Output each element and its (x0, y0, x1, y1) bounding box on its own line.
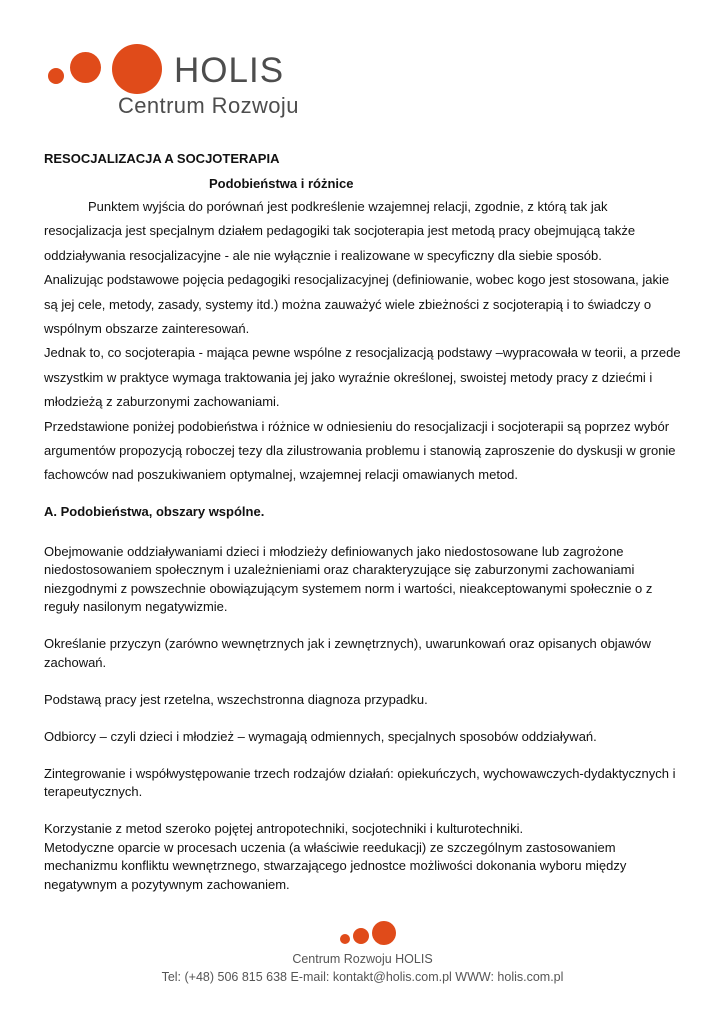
document-title: RESOCJALIZACJA A SOCJOTERAPIA (44, 151, 280, 166)
similarity-point: Zintegrowanie i współwystępowanie trzech rodzajów działań: opiekuńczych, wychowawczych-dydaktycznych i terapeutycznych. (44, 765, 676, 800)
similarity-point: Podstawą pracy jest rzetelna, wszechstronna diagnoza przypadku. (44, 691, 428, 707)
logo-dot-medium (70, 52, 101, 83)
footer-dot-large (372, 921, 396, 945)
intro-paragraph: Analizując podstawowe pojęcia pedagogiki resocjalizacyjnej (definiowanie, wobec kogo jest stosowana, jakie są jej cele, metody, zasady, systemy itd.) można zauważyć wiele zbieżności z socjoterapią i to świadczy o wspólnym obszarze zainteresowań. (44, 272, 670, 337)
footer-contact-info: Tel: (+48) 506 815 638 E-mail: kontakt@holis.com.pl WWW: holis.com.pl (161, 970, 564, 984)
section-a-points (44, 543, 684, 895)
footer-company-name: Centrum Rozwoju HOLIS (292, 952, 433, 966)
footer-dot-small (340, 934, 350, 944)
page-footer (0, 920, 725, 986)
logo-dot-small (48, 68, 64, 84)
footer-dot-medium (353, 928, 369, 944)
logo-brand-name: HOLIS (174, 51, 285, 90)
logo-tagline: Centrum Rozwoju (118, 93, 299, 118)
document-body (44, 149, 684, 913)
similarity-point: Metodyczne oparcie w procesach uczenia (a właściwie reedukacji) ze szczególnym zastosowaniem mechanizmu konfliktu wewnętrznego, stwarzającego jednostce możliwości dokonania wyboru między negatywnym a pozytywnym zachowaniem. (44, 839, 627, 892)
logo-dot-large (112, 44, 162, 94)
similarity-point: Odbiorcy – czyli dzieci i młodzież – wymagają odmiennych, specjalnych sposobów oddziaływań. (44, 728, 597, 744)
similarity-point: Korzystanie z metod szeroko pojętej antropotechniki, socjotechniki i kulturotechniki. (44, 821, 524, 837)
intro-paragraph: Punktem wyjścia do porównań jest podkreślenie wzajemnej relacji, zgodnie, z którą tak jak resocjalizacja jest specjalnym działem pedagogiki tak socjoterapia jest metodą pracy obejmującą także oddziaływania resocjalizacyjne - ale nie wyłącznie i realizowane w specyficzny dla siebie sposób. (44, 199, 636, 263)
intro-paragraph: Przedstawione poniżej podobieństwa i różnice w odniesieniu do resocjalizacji i socjoterapii są poprzez wybór argumentów propozycją roboczej tezy dla zilustrowania problemu i stanowią zaproszenie do dyskusji w gronie fachowców nad poszukiwaniem optymalnej, wzajemnej relacji omawianych metod. (44, 418, 676, 483)
section-a-heading: A. Podobieństwa, obszary wspólne. (44, 503, 265, 519)
intro-section (44, 195, 684, 488)
intro-paragraph: Jednak to, co socjoterapia - mająca pewne wspólne z resocjalizacją podstawy –wypracowała w teorii, a przede wszystkim w praktyce wymaga traktowania jej jako wyraźnie określonej, swoistej metody pracy z dziećmi i młodzieżą z zaburzonymi zachowaniami. (44, 345, 681, 410)
company-logo (44, 40, 344, 122)
similarity-point: Określanie przyczyn (zarówno wewnętrznych jak i zewnętrznych), uwarunkowań oraz opisanych objawów zachowań. (44, 636, 651, 670)
footer-logo-dots (338, 920, 398, 948)
similarity-point: Obejmowanie oddziaływaniami dzieci i młodzieży definiowanych jako niedostosowane lub zagrożone niedostosowaniem społecznym i uzależnieniami oraz charakteryzujące się zaburzonymi zachowaniami niezgodnymi z powszechnie obowiązującym systemem norm i wartości, nieakceptowanymi społecznie o z reguły nasilonym negatywizmie. (44, 543, 653, 615)
document-subtitle: Podobieństwa i różnice (209, 176, 354, 191)
